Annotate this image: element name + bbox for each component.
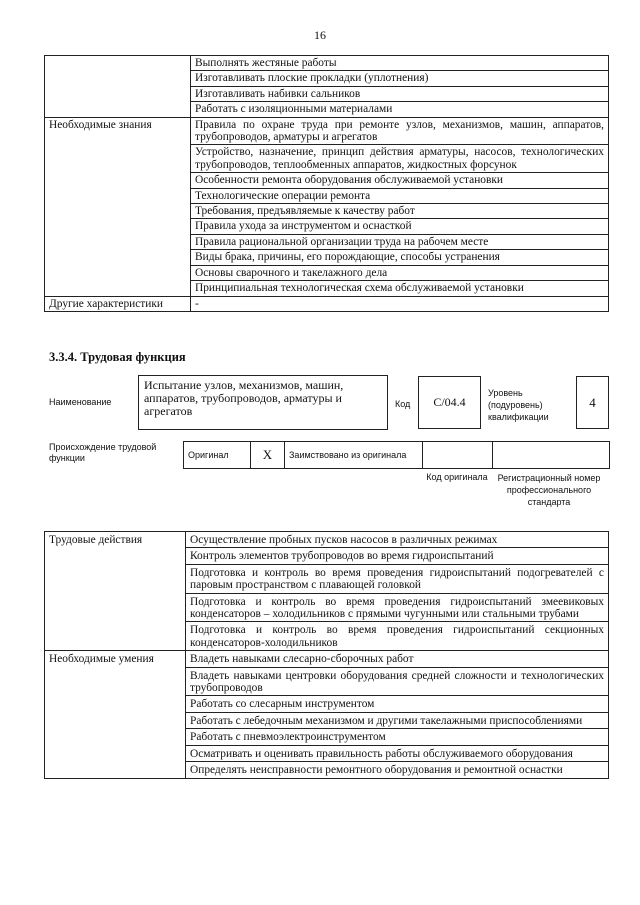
- page-number: 16: [314, 28, 326, 42]
- table-cell: -: [191, 296, 609, 311]
- reg-number-cell: [493, 442, 610, 469]
- table-cell: Осматривать и оценивать правильность работы обслуживаемого оборудования: [186, 745, 609, 761]
- table-cell: Владеть навыками слесарно-сборочных работ: [186, 651, 609, 667]
- origin-label: Происхождение трудовой функции: [49, 442, 157, 463]
- name-label: Наименование: [49, 397, 112, 407]
- table-row: [45, 56, 609, 71]
- table-row: [45, 651, 609, 667]
- table-row: [45, 296, 609, 311]
- table-cell: Устройство, назначение, принцип действия арматуры, насосов, технологических трубопроводов, теплообменных аппаратов, жидкостных форсунок: [191, 145, 609, 173]
- row-label-empty: [45, 56, 191, 118]
- table-cell: Изготавливать набивки сальников: [191, 86, 609, 101]
- original-mark: X: [251, 442, 285, 469]
- original-label: Оригинал: [184, 442, 251, 469]
- table-cell: Правила рациональной организации труда на рабочем месте: [191, 234, 609, 249]
- row-label-knowledge: Необходимые знания: [45, 117, 191, 296]
- table-row: [45, 532, 609, 548]
- borrowed-label: Заимствовано из оригинала: [285, 442, 423, 469]
- table-cell: Владеть навыками центровки оборудования средней сложности и технологических трубопроводов: [186, 667, 609, 696]
- table-cell: Требования, предъявляемые к качеству работ: [191, 204, 609, 219]
- code-label: Код: [395, 399, 411, 409]
- level-value-box: 4: [576, 376, 609, 429]
- table-cell: Работать с изоляционными материалами: [191, 102, 609, 117]
- table-cell: Работать со слесарным инструментом: [186, 696, 609, 712]
- table-cell: Работать с лебедочным механизмом и другими такелажными приспособлениями: [186, 712, 609, 728]
- code-original-label: Код оригинала: [426, 472, 488, 482]
- code-value-box: C/04.4: [418, 376, 481, 429]
- level-label: Уровень (подуровень) квалификации: [488, 388, 549, 422]
- table-cell: Правила по охране труда при ремонте узлов, механизмов, машин, аппаратов, трубопроводов, арматуры и агрегатов: [191, 117, 609, 145]
- table-cell: Определять неисправности ремонтного оборудования и ремонтной оснастки: [186, 762, 609, 778]
- table-cell: Правила ухода за инструментом и оснасткой: [191, 219, 609, 234]
- table-cell: Осуществление пробных пусков насосов в различных режимах: [186, 532, 609, 548]
- table-cell: Изготавливать плоские прокладки (уплотнения): [191, 71, 609, 86]
- row-label-actions: Трудовые действия: [45, 532, 186, 651]
- row-label-other: Другие характеристики: [45, 296, 191, 311]
- name-value-box: Испытание узлов, механизмов, машин, аппаратов, трубопроводов, арматуры и агрегатов: [138, 375, 388, 430]
- code-original-cell: [423, 442, 493, 469]
- section-heading: 3.3.4. Трудовая функция: [49, 350, 186, 364]
- knowledge-table: [44, 55, 609, 312]
- row-label-skills: Необходимые умения: [45, 651, 186, 778]
- table-cell: Подготовка и контроль во время проведения гидроиспытаний подогревателей с паровым пространством с плавающей головкой: [186, 564, 609, 593]
- reg-number-label: Регистрационный номер профессионального стандарта: [497, 473, 601, 507]
- origin-table: [183, 441, 610, 469]
- table-cell: Работать с пневмоэлектроинструментом: [186, 729, 609, 745]
- table-row: [45, 117, 609, 145]
- table-cell: Основы сварочного и такелажного дела: [191, 265, 609, 280]
- table-cell: Подготовка и контроль во время проведения гидроиспытаний секционных конденсаторов-холодильников: [186, 622, 609, 651]
- actions-skills-table: [44, 531, 609, 779]
- table-cell: Выполнять жестяные работы: [191, 56, 609, 71]
- table-cell: Принципиальная технологическая схема обслуживаемой установки: [191, 281, 609, 296]
- table-cell: Контроль элементов трубопроводов во время гидроиспытаний: [186, 548, 609, 564]
- table-cell: Особенности ремонта оборудования обслуживаемой установки: [191, 173, 609, 188]
- table-cell: Подготовка и контроль во время проведения гидроиспытаний змеевиковых конденсаторов – холодильников с прямыми чугунными или стальными трубами: [186, 593, 609, 622]
- table-cell: Технологические операции ремонта: [191, 188, 609, 203]
- table-cell: Виды брака, причины, его порождающие, способы устранения: [191, 250, 609, 265]
